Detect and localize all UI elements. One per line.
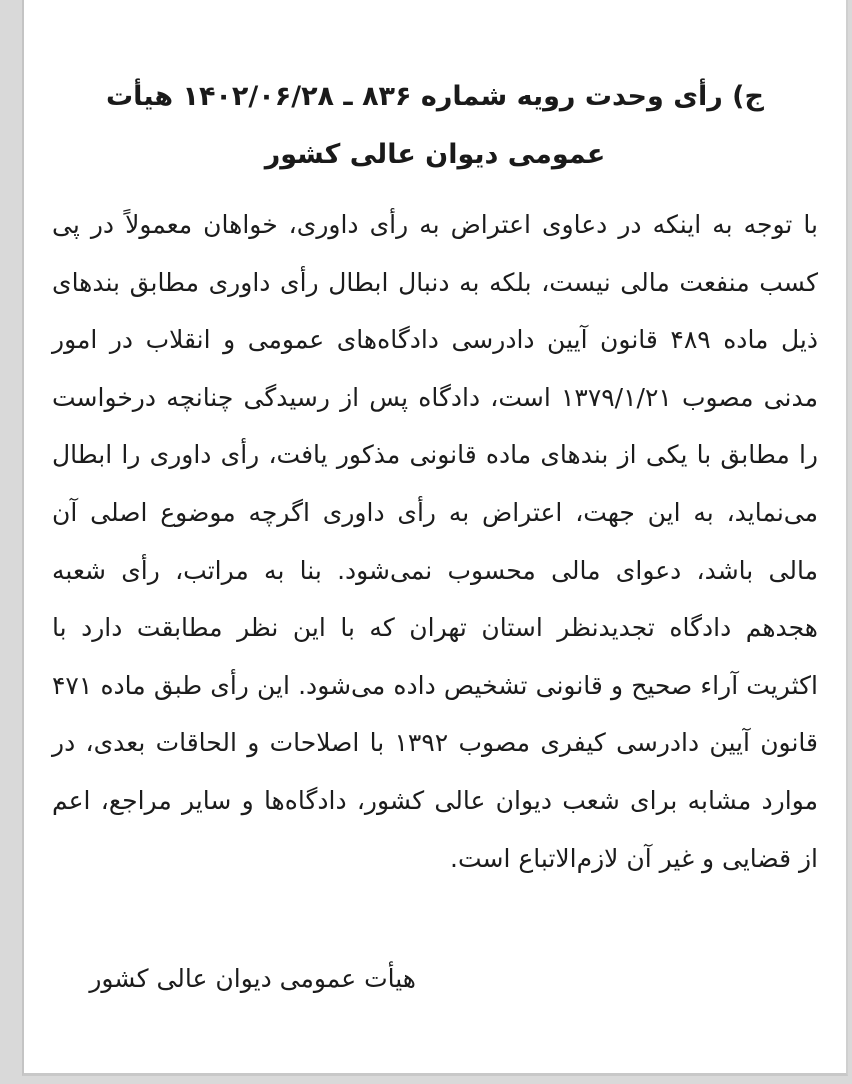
ruling-title: ج) رأی وحدت رویه شماره ۸۳۶ ـ ۱۴۰۲/۰۶/۲۸ هیأت عمومی دیوان عالی کشور xyxy=(106,81,764,170)
ruling-signature: هیأت عمومی دیوان عالی کشور xyxy=(89,964,416,993)
document-page xyxy=(22,0,848,1076)
ruling-body-text: با توجه به اینکه در دعاوی اعتراض به رأی داوری، خواهان معمولاً در پی کسب منفعت مالی نیست، بلکه به دنبال ابطال رأی داوری مطابق بندهای ذیل ماده ۴۸۹ قانون آیین دادرسی دادگاه‌های عمومی و انقلاب در امور مدنی مصوب ۱۳۷۹/۱/۲۱ است، دادگاه پس از رسیدگی چنانچه درخواست را مطابق با یکی از بندهای ماده قانونی مذکور یافت، رأی داوری را ابطال می‌نماید، به این جهت، اعتراض به رأی داوری اگرچه موضوع اصلی آن مالی باشد، دعوای مالی محسوب نمی‌شود. بنا به مراتب، رأی شعبه هجدهم دادگاه تجدیدنظر استان تهران که با این نظر مطابقت دارد با اکثریت آراء صحیح و قانونی تشخیص داده می‌شود. این رأی طبق ماده ۴۷۱ قانون آیین دادرسی کیفری مصوب ۱۳۹۲ با اصلاحات و الحاقات بعدی، در موارد مشابه برای شعب دیوان عالی کشور، دادگاه‌ها و سایر مراجع، اعم از قضایی و غیر آن لازم‌الاتباع است. xyxy=(52,210,818,873)
